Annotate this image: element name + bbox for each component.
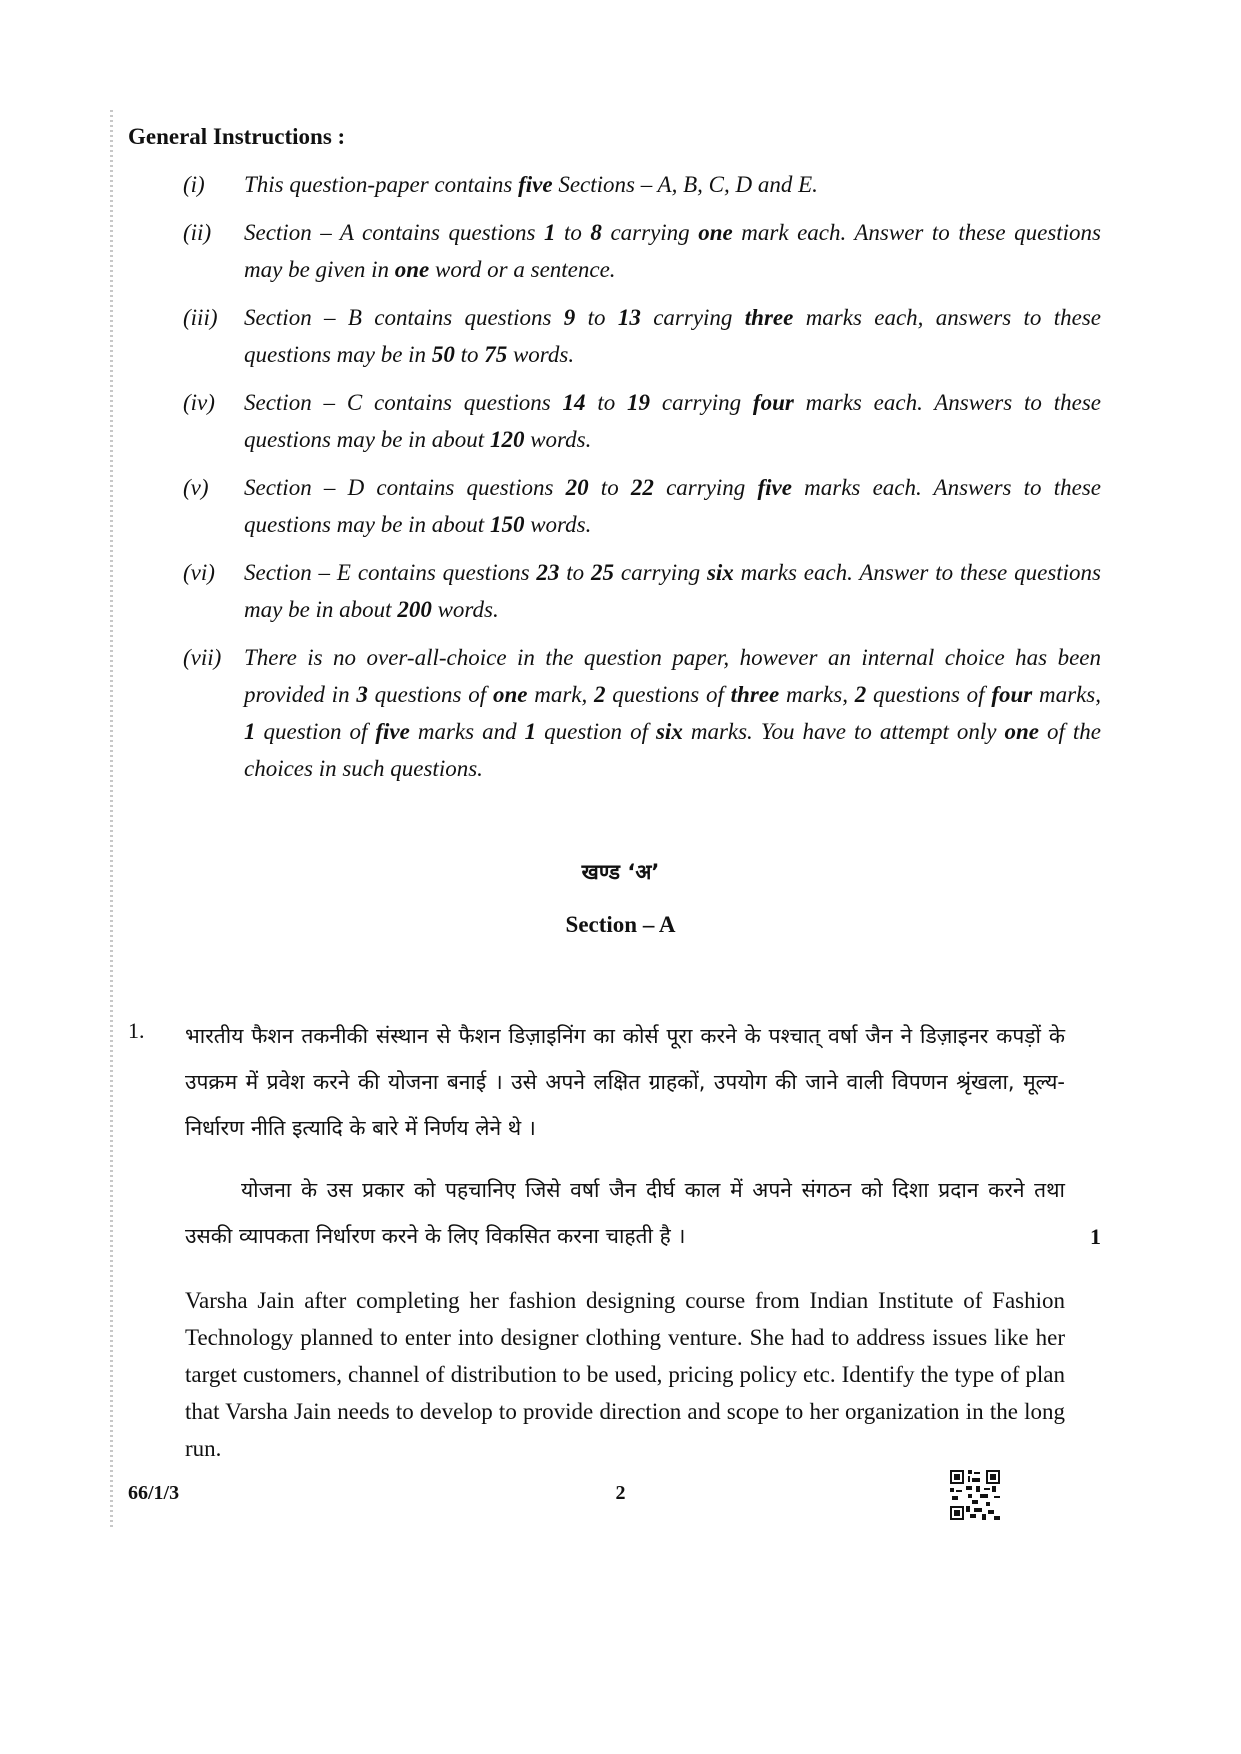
- instructions-list: [183, 166, 1101, 798]
- instruction-number: (i): [183, 172, 205, 197]
- instruction-text: Section – D contains questions 20 to 22 carrying five marks each. Answers to these questions may be in about 150 words.: [244, 475, 1102, 537]
- margin-barcode-strip: [110, 110, 113, 1530]
- instruction-item: [183, 384, 1101, 458]
- instruction-text: Section – A contains questions 1 to 8 carrying one mark each. Answer to these questions may be given in one word or a sentence.: [244, 220, 1102, 282]
- instruction-number: (vii): [183, 645, 222, 670]
- general-instructions-title: General Instructions :: [128, 124, 346, 149]
- instruction-item: [183, 214, 1101, 288]
- instruction-item: [183, 554, 1101, 628]
- instruction-text: Section – E contains questions 23 to 25 carrying six marks each. Answer to these questions may be in about 200 words.: [244, 560, 1102, 622]
- instruction-text: Section – B contains questions 9 to 13 carrying three marks each, answers to these questions may be in 50 to 75 words.: [244, 305, 1101, 367]
- instruction-number: (iv): [183, 390, 215, 415]
- instruction-text: Section – C contains questions 14 to 19 carrying four marks each. Answers to these questions may be in about 120 words.: [244, 390, 1102, 452]
- question-hindi-paragraph-2: योजना के उस प्रकार को पहचानिए जिसे वर्षा जैन दीर्घ काल में अपने संगठन को दिशा प्रदान करने तथा उसकी व्यापकता निर्धारण करने के लिए विकसित करना चाहती है ।: [185, 1178, 1065, 1248]
- instruction-item: [183, 166, 1101, 203]
- question-number: 1.: [128, 1018, 145, 1043]
- instruction-item: [183, 299, 1101, 373]
- qr-code-icon: [950, 1470, 1000, 1520]
- instruction-item: [183, 469, 1101, 543]
- instruction-number: (vi): [183, 560, 215, 585]
- question-english-text: Varsha Jain after completing her fashion designing course from Indian Institute of Fashion Technology planned to enter into designer clothing venture. She had to address issues like her target customers, channel of distribution to be used, pricing policy etc. Identify the type of plan that Varsha Jain needs to develop to provide direction and scope to her organization in the long run.: [185, 1288, 1065, 1461]
- paper-code: 66/1/3: [128, 1482, 180, 1504]
- instruction-item: [183, 639, 1101, 787]
- instruction-number: (ii): [183, 220, 212, 245]
- section-heading-english: Section – A: [565, 912, 676, 937]
- question-hindi-paragraph-1: भारतीय फैशन तकनीकी संस्थान से फैशन डिज़ाइनिंग का कोर्स पूरा करने के पश्चात् वर्षा जैन ने डिज़ाइनर कपड़ों के उपक्रम में प्रवेश करने की योजना बनाई । उसे अपने लक्षित ग्राहकों, उपयोग की जाने वाली विपणन श्रृंखला, मूल्य-निर्धारण नीति इत्यादि के बारे में निर्णय लेने थे ।: [185, 1024, 1065, 1140]
- instruction-number: (iii): [183, 305, 218, 330]
- page-number: 2: [615, 1482, 626, 1504]
- section-heading-hindi: खण्ड ‘अ’: [581, 860, 660, 884]
- instruction-text: This question-paper contains five Sections – A, B, C, D and E.: [244, 172, 818, 197]
- instruction-text: There is no over-all-choice in the question paper, however an internal choice has been provided in 3 questions of one mark, 2 questions of three marks, 2 questions of four marks, 1 question of five marks and 1 question of six marks. You have to attempt only one of the choices in such questions.: [244, 645, 1101, 781]
- question-marks: 1: [1090, 1224, 1101, 1249]
- instruction-number: (v): [183, 475, 209, 500]
